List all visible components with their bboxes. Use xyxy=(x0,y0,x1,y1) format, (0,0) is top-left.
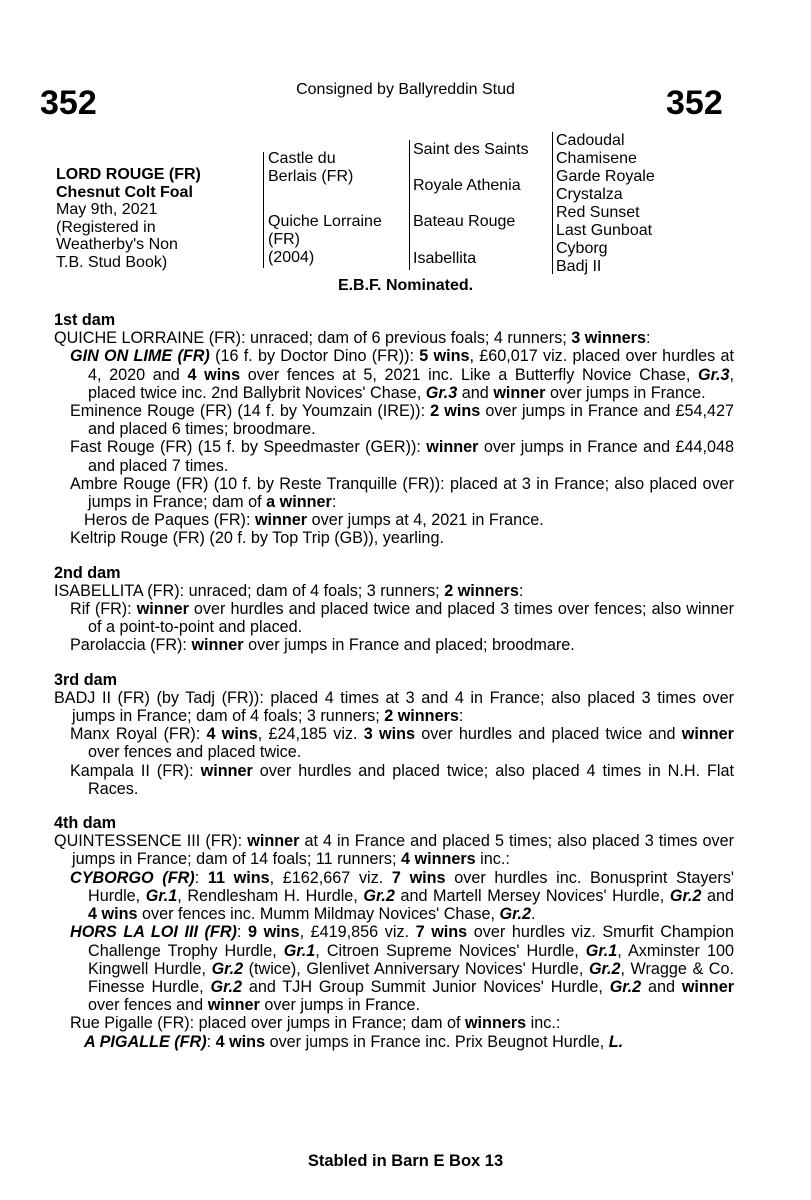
progeny-entry: Eminence Rouge (FR) (14 f. by Youmzain (IRE)): 2 wins over jumps in France and £54,427 and placed 6 times; broodmare. xyxy=(70,402,735,439)
lot-number-right: 352 xyxy=(666,84,723,122)
horse-name: LORD ROUGE (FR) xyxy=(56,166,201,183)
pedigree-ancestor: Chamisene xyxy=(556,150,637,167)
pedigree-grandsire: Saint des Saints xyxy=(413,141,529,158)
progeny-entry: Manx Royal (FR): 4 wins, £24,185 viz. 3 wins over hurdles and placed twice and winner over fences and placed twice. xyxy=(70,725,734,762)
pedigree-ancestor: Crystalza xyxy=(556,186,623,203)
section-heading-1st-dam: 1st dam xyxy=(54,311,116,329)
pedigree-ancestor: Garde Royale xyxy=(556,168,655,185)
grand-progeny-entry: A PIGALLE (FR): 4 wins over jumps in France inc. Prix Beugnot Hurdle, L. xyxy=(84,1032,624,1051)
pedigree-sire xyxy=(268,150,353,186)
pedigree-granddam: Isabellita xyxy=(413,250,477,267)
pedigree-ggen xyxy=(556,132,655,276)
pedigree-bracket xyxy=(263,152,264,268)
dam-entry: QUICHE LORRAINE (FR): unraced; dam of 6 previous foals; 4 runners; 3 winners: xyxy=(54,329,651,348)
pedigree-sire-line: Berlais (FR) xyxy=(268,168,354,185)
registration-line: Weatherby's Non xyxy=(56,236,178,253)
dam-entry: BADJ II (FR) (by Tadj (FR)): placed 4 times at 3 and 4 in France; also placed 3 times over jumps in France; dam of 4 foals; 3 runners; 2 winners: xyxy=(54,688,734,726)
progeny-entry: Kampala II (FR): winner over hurdles and placed twice; also placed 4 times in N.H. Flat Races. xyxy=(70,761,735,798)
pedigree-dam-line: (2004) xyxy=(268,249,315,266)
horse-details xyxy=(56,166,201,271)
pedigree-dam-line: (FR) xyxy=(268,231,300,248)
pedigree-granddam: Royale Athenia xyxy=(413,177,521,194)
pedigree-sire-line: Castle du xyxy=(268,150,336,167)
progeny-entry: Fast Rouge (FR) (15 f. by Speedmaster (GER)): winner over jumps in France and £44,048 and placed 7 times. xyxy=(70,438,734,475)
registration-line: T.B. Stud Book) xyxy=(56,253,168,271)
pedigree-bracket xyxy=(552,132,553,274)
progeny-entry: Rue Pigalle (FR): placed over jumps in France; dam of winners inc.: xyxy=(70,1014,561,1033)
section-heading-2nd-dam: 2nd dam xyxy=(54,563,121,582)
progeny-entry: Keltrip Rouge (FR) (20 f. by Top Trip (GB)), yearling. xyxy=(70,529,444,548)
dam-entry: ISABELLITA (FR): unraced; dam of 4 foals; 3 runners; 2 winners: xyxy=(54,581,524,600)
pedigree-ancestor: Cyborg xyxy=(556,240,608,257)
progeny-entry: Ambre Rouge (FR) (10 f. by Reste Tranquille (FR)): placed at 3 in France; also placed over jumps in France; dam of a winner: xyxy=(70,474,734,512)
section-heading-3rd-dam: 3rd dam xyxy=(54,670,117,689)
section-heading-4th-dam: 4th dam xyxy=(54,814,117,833)
consignor: Consigned by Ballyreddin Stud xyxy=(296,81,515,98)
pedigree-ancestor: Badj II xyxy=(556,258,602,275)
stabling-location: Stabled in Barn E Box 13 xyxy=(307,1152,504,1170)
pedigree-ancestor: Red Sunset xyxy=(556,204,640,221)
progeny-entry: GIN ON LIME (FR) (16 f. by Doctor Dino (FR)): 5 wins, £60,017 viz. placed over hurdles at 4, 2020 and 4 wins over fences at 5, 2021 inc. Like a Butterfly Novice Chase, Gr.3, placed twice inc. 2nd Ballybrit Novices' Chase, Gr.3 and winner over jumps in France. xyxy=(70,347,735,402)
pedigree-ancestor: Cadoudal xyxy=(556,132,625,149)
registration-line: (Registered in xyxy=(56,218,156,236)
pedigree-ancestor: Last Gunboat xyxy=(556,222,653,239)
pedigree-dam-line: Quiche Lorraine xyxy=(268,213,382,230)
progeny-entry: Rif (FR): winner over hurdles and placed twice and placed 3 times over fences; also winner of a point-to-point and placed. xyxy=(70,600,734,637)
horse-sex: Chesnut Colt Foal xyxy=(56,183,193,201)
family-details xyxy=(54,311,734,1051)
pedigree-bracket xyxy=(409,140,410,270)
pedigree-grandsire: Bateau Rouge xyxy=(413,213,516,230)
pedigree-dam xyxy=(268,213,382,267)
progeny-entry: HORS LA LOI III (FR): 9 wins, £419,856 viz. 7 wins over hurdles viz. Smurfit Champion Challenge Trophy Hurdle, Gr.1, Citroen Supreme Novices' Hurdle, Gr.1, Axminster 100 Kingwell Hurdle, Gr.2 (twice), Glenlivet Anniversary Novices' Hurdle, Gr.2, Wragge & Co. Finesse Hurdle, Gr.2 and TJH Group Summit Junior Novices' Hurdle, Gr.2 and winner over fences and winner over jumps in France. xyxy=(70,923,735,1015)
ebf-nominated: E.B.F. Nominated. xyxy=(337,277,474,294)
lot-number-left: 352 xyxy=(40,84,97,122)
horse-foaled: May 9th, 2021 xyxy=(56,201,158,218)
progeny-entry: Parolaccia (FR): winner over jumps in France and placed; broodmare. xyxy=(70,636,575,655)
progeny-entry: CYBORGO (FR): 11 wins, £162,667 viz. 7 wins over hurdles inc. Bonusprint Stayers' Hurdle, Gr.1, Rendlesham H. Hurdle, Gr.2 and Martell Mersey Novices' Hurdle, Gr.2 and 4 wins over fences inc. Mumm Mildmay Novices' Chase, Gr.2. xyxy=(70,868,735,924)
grand-progeny-entry: Heros de Paques (FR): winner over jumps at 4, 2021 in France. xyxy=(84,511,544,530)
dam-entry: QUINTESSENCE III (FR): winner at 4 in France and placed 5 times; also placed 3 times over jumps in France; dam of 14 foals; 11 runners; 4 winners inc.: xyxy=(54,832,734,869)
